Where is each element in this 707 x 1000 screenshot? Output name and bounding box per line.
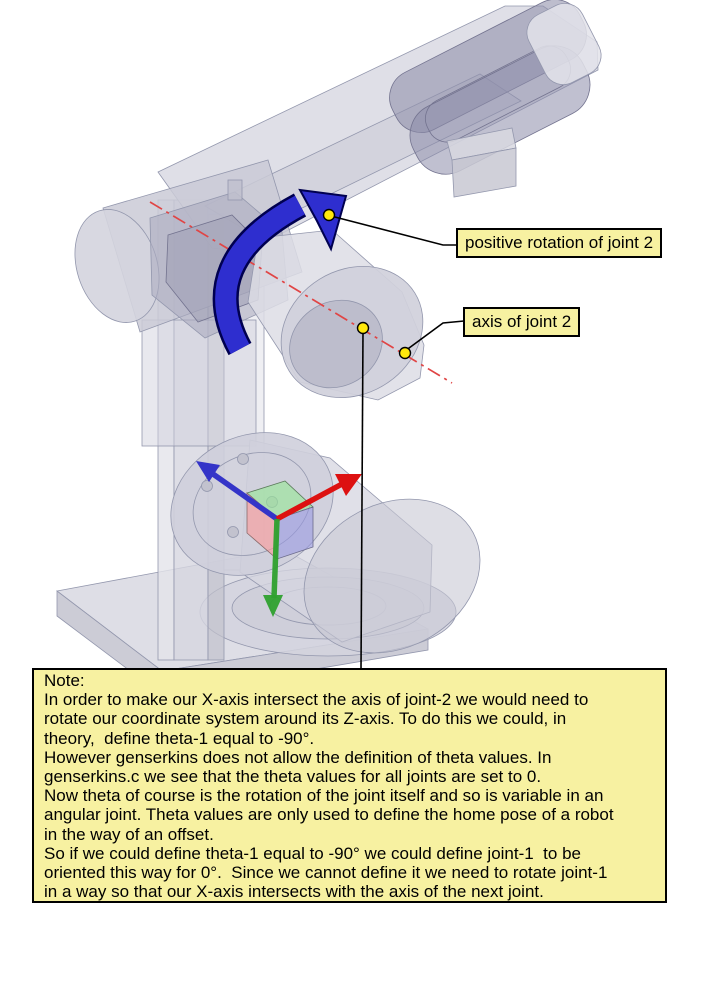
marker-dot-rotation <box>324 210 335 221</box>
note-box <box>32 668 667 903</box>
note-line: oriented this way for 0°. Since we cannot define it we need to rotate joint-1 <box>44 863 608 883</box>
callout-axis-of-joint2: axis of joint 2 <box>463 307 580 337</box>
joint2-cylinder <box>248 230 448 424</box>
note-line: in a way so that our X-axis intersects with the axis of the next joint. <box>44 882 544 902</box>
note-title: Note: <box>44 671 85 690</box>
marker-dot-axis-1 <box>358 323 369 334</box>
wrist-assembly <box>380 0 608 197</box>
marker-dot-axis-2 <box>400 348 411 359</box>
leader-line-rotation <box>331 216 458 245</box>
note-line: So if we could define theta-1 equal to -90° we could define joint-1 to be <box>44 843 581 863</box>
note-line: However genserkins does not allow the definition of theta values. In <box>44 747 552 767</box>
note-line: theory, define theta-1 equal to -90°. <box>44 728 315 748</box>
note-line: In order to make our X-axis intersect the axis of joint-2 we would need to <box>44 690 589 710</box>
callout-positive-rotation: positive rotation of joint 2 <box>456 228 662 258</box>
note-line: Now theta of course is the rotation of the joint itself and so is variable in an <box>44 786 604 806</box>
note-line: in the way of an offset. <box>44 824 214 844</box>
note-line: angular joint. Theta values are only used to define the home pose of a robot <box>44 805 614 825</box>
note-line: rotate our coordinate system around its Z-axis. To do this we could, in <box>44 709 567 729</box>
note-line: genserkins.c we see that the theta values for all joints are set to 0. <box>44 767 542 787</box>
